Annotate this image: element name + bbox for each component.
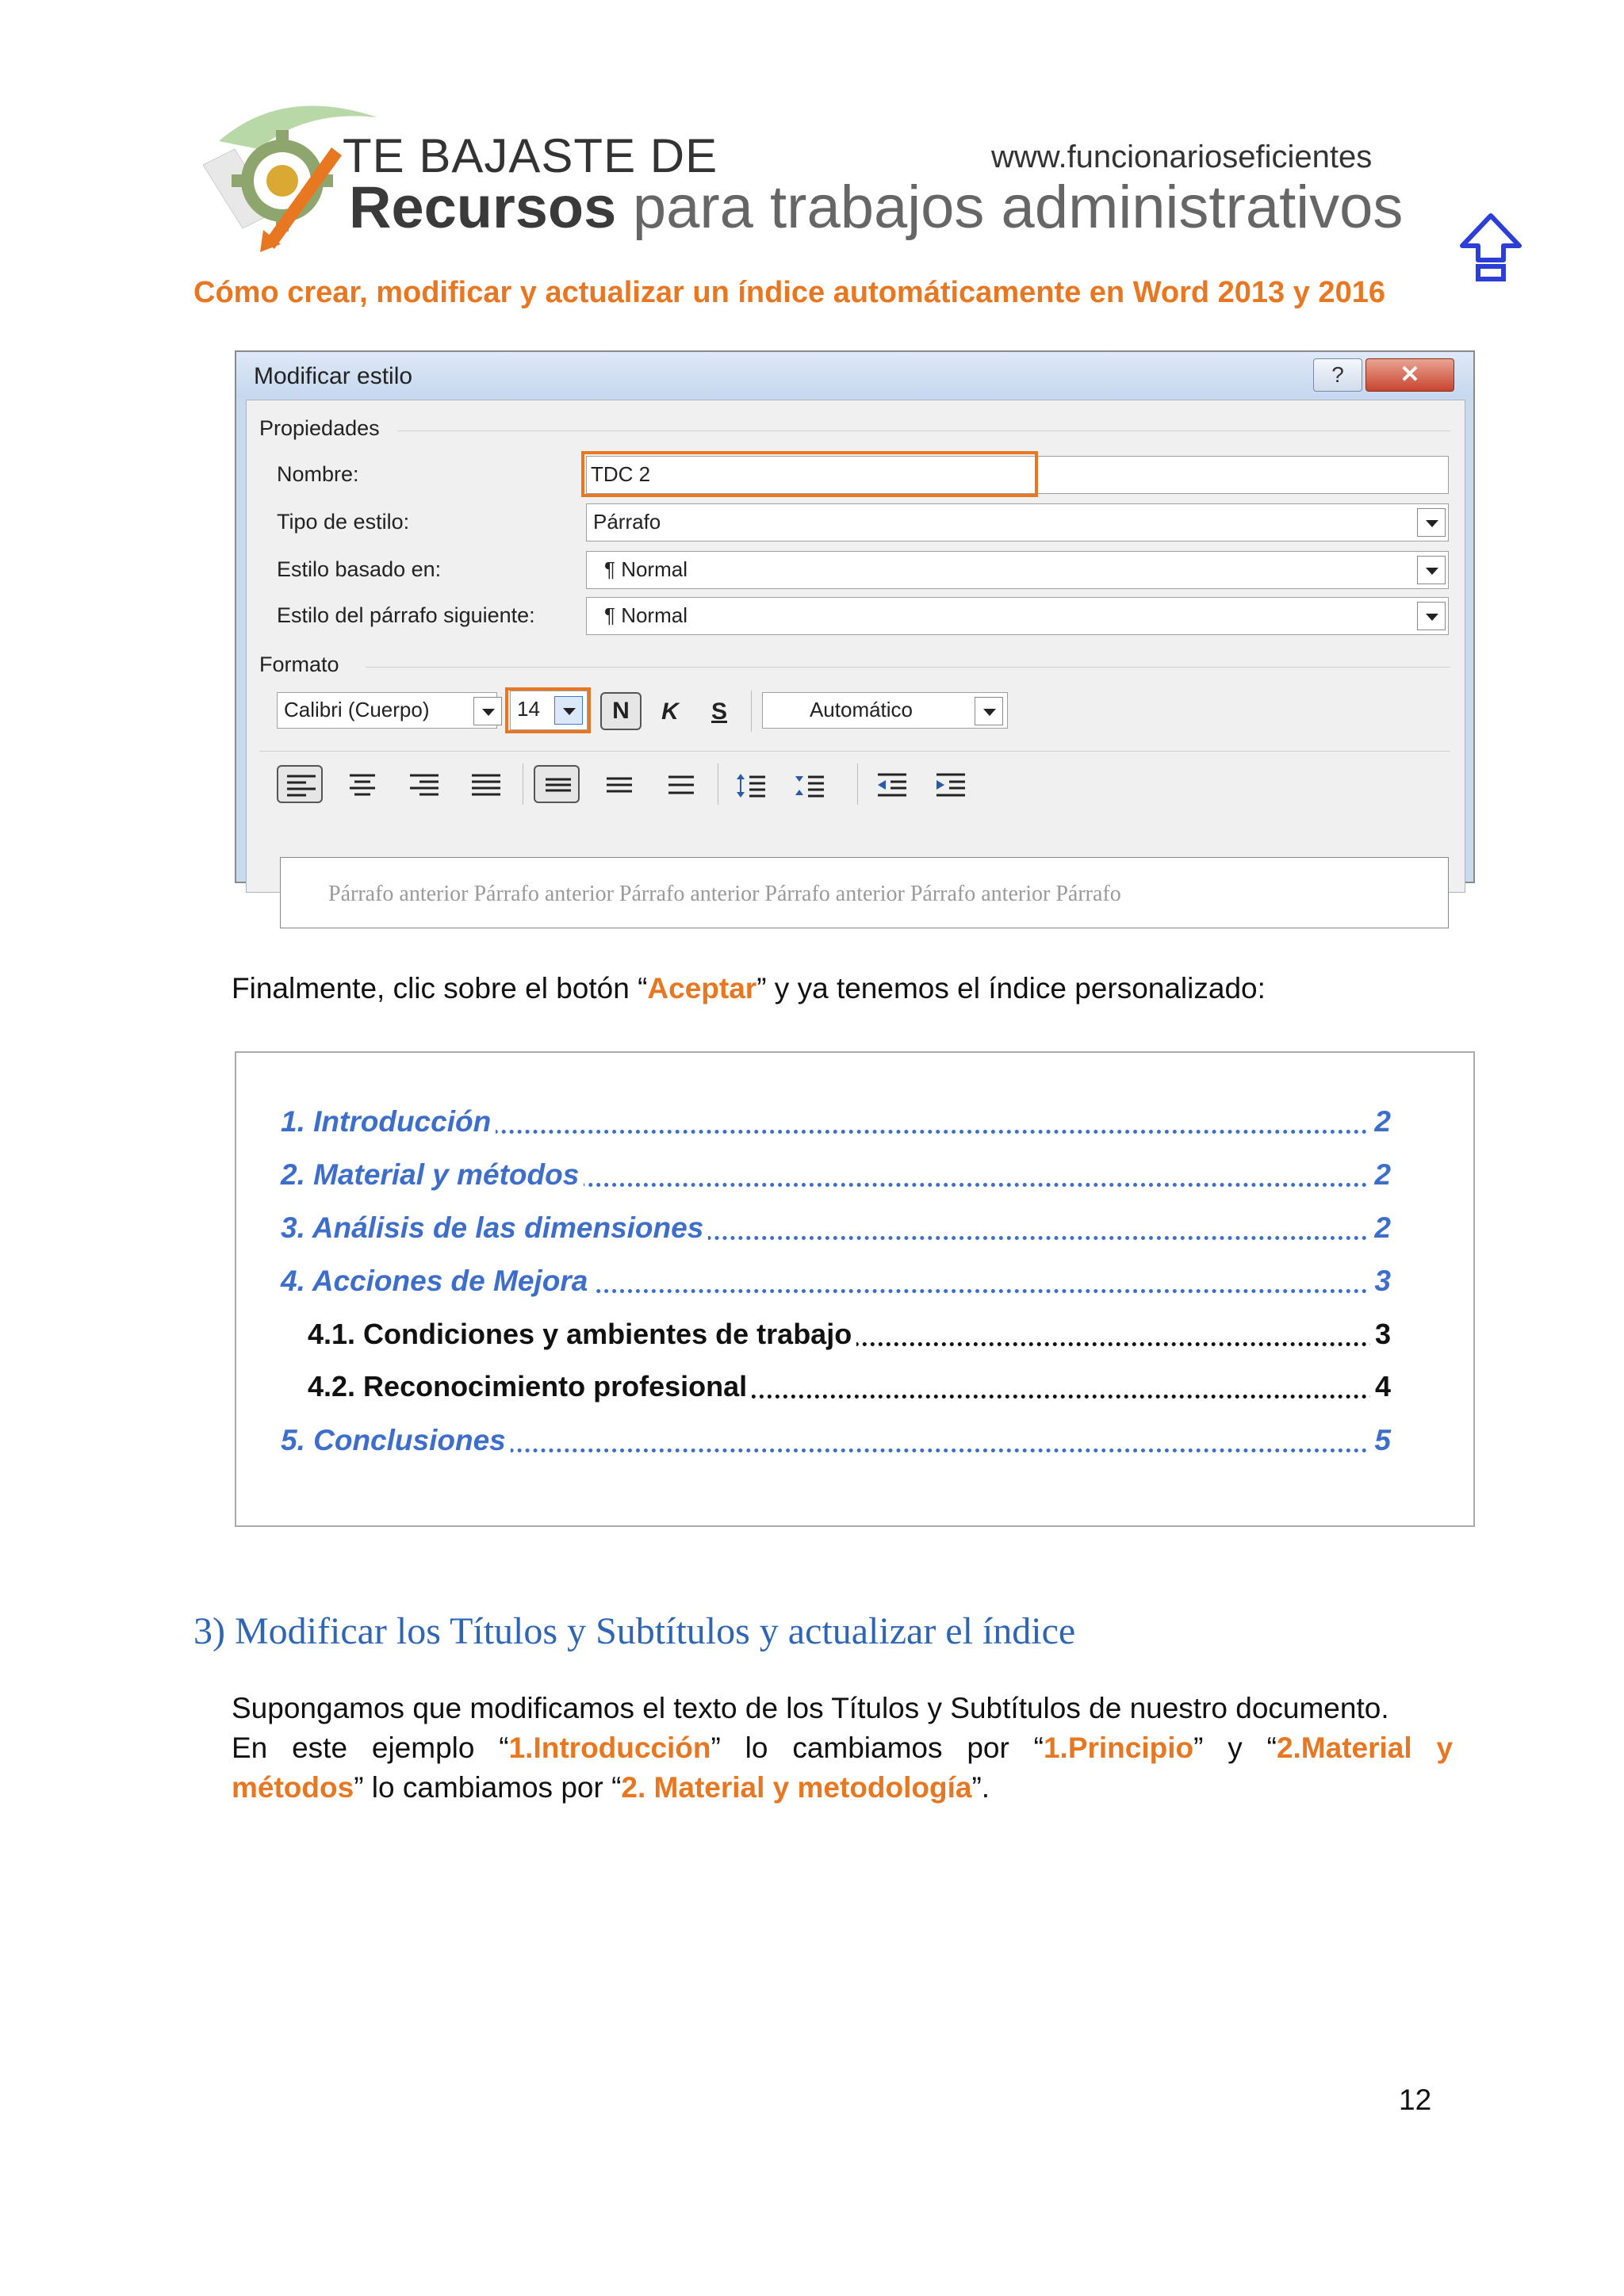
toc-entry-page: 2 bbox=[1369, 1158, 1391, 1192]
paragraph-text: Finalmente, clic sobre el botón “ bbox=[232, 972, 648, 1004]
one-half-spacing-button[interactable] bbox=[596, 765, 642, 803]
toc-entry-label: 4.1. Condiciones y ambientes de trabajo bbox=[308, 1318, 856, 1351]
paragraph-text: ” lo cambiamos por “ bbox=[354, 1771, 622, 1804]
logo-text-rest: para trabajos administrativos bbox=[632, 174, 1404, 241]
italic-button[interactable]: K bbox=[661, 698, 679, 725]
justify-icon bbox=[470, 772, 502, 798]
dialog-body bbox=[246, 400, 1465, 906]
toolbar-divider bbox=[259, 751, 1450, 752]
up-arrow-icon[interactable] bbox=[1457, 211, 1524, 284]
document-title: Cómo crear, modificar y actualizar un índice automáticamente en Word 2013 y 2016 bbox=[193, 276, 1385, 309]
paragraph-text: ” y “ bbox=[1193, 1732, 1277, 1764]
decrease-indent-button[interactable] bbox=[868, 765, 914, 803]
style-type-label: Tipo de estilo: bbox=[277, 510, 410, 534]
toc-entry-label: 4.2. Reconocimiento profesional bbox=[308, 1370, 752, 1403]
based-on-select[interactable]: ¶ Normal bbox=[586, 551, 1449, 589]
paragraph-text: ”. bbox=[971, 1771, 990, 1804]
toc-subentry[interactable] bbox=[308, 1318, 1391, 1356]
paragraph-text: ” lo cambiamos por “ bbox=[710, 1732, 1044, 1764]
font-select[interactable]: Calibri (Cuerpo) bbox=[277, 692, 497, 729]
table-of-contents-example bbox=[235, 1051, 1475, 1527]
toc-entry-label: 4. Acciones de Mejora bbox=[281, 1265, 592, 1298]
close-button[interactable]: ✕ bbox=[1365, 358, 1454, 392]
based-on-label: Estilo basado en: bbox=[277, 557, 442, 581]
chevron-down-icon[interactable] bbox=[1417, 602, 1446, 630]
modify-style-dialog bbox=[235, 350, 1475, 906]
double-spacing-button[interactable] bbox=[657, 765, 703, 803]
toc-entry[interactable] bbox=[281, 1158, 1391, 1196]
paragraph-text: ” y ya tenemos el índice personalizado: bbox=[756, 972, 1266, 1004]
justify-button[interactable] bbox=[462, 765, 508, 803]
toc-entry-label: 5. Conclusiones bbox=[281, 1424, 511, 1457]
dialog-title: Modificar estilo bbox=[254, 363, 413, 389]
highlight-text: 1.Introducción bbox=[508, 1732, 711, 1764]
toolbar-separator bbox=[857, 763, 858, 805]
align-right-icon bbox=[408, 772, 440, 798]
toc-subentry[interactable] bbox=[308, 1370, 1391, 1408]
logo-text-bold: Recursos bbox=[349, 174, 617, 240]
format-section-title: Formato bbox=[259, 652, 339, 676]
toc-entry[interactable] bbox=[281, 1265, 1391, 1303]
double-spacing-icon bbox=[665, 772, 697, 798]
highlight-text: métodos bbox=[232, 1771, 354, 1804]
site-url[interactable]: www.funcionarioseficientes bbox=[991, 140, 1373, 174]
spacing-after-icon bbox=[794, 772, 825, 799]
help-button[interactable]: ? bbox=[1313, 358, 1362, 392]
style-preview-pane bbox=[280, 857, 1449, 928]
single-spacing-button[interactable] bbox=[534, 765, 580, 803]
logo-text-line2 bbox=[349, 173, 1403, 242]
toc-entry[interactable] bbox=[281, 1105, 1391, 1143]
size-select[interactable]: 14 bbox=[510, 691, 588, 730]
next-style-label: Estilo del párrafo siguiente: bbox=[277, 603, 535, 627]
toc-entry-page: 3 bbox=[1369, 1265, 1391, 1298]
spacing-before-icon bbox=[735, 772, 767, 799]
highlight-text: 2. Material y metodología bbox=[621, 1771, 972, 1804]
highlight-text: 1.Principio bbox=[1043, 1732, 1194, 1764]
chevron-down-icon[interactable] bbox=[1417, 556, 1446, 584]
align-left-icon bbox=[285, 773, 317, 798]
toc-entry-page: 3 bbox=[1370, 1318, 1391, 1351]
underline-button[interactable]: S bbox=[710, 698, 727, 725]
align-right-button[interactable] bbox=[400, 765, 446, 803]
increase-spacing-before-button[interactable] bbox=[727, 765, 773, 803]
toc-entry[interactable] bbox=[281, 1424, 1391, 1462]
one-half-spacing-icon bbox=[603, 772, 635, 798]
paragraph-text: En este ejemplo “ bbox=[232, 1732, 509, 1764]
toc-entry-page: 2 bbox=[1369, 1105, 1391, 1138]
single-spacing-icon bbox=[542, 773, 574, 798]
align-center-button[interactable] bbox=[339, 765, 385, 803]
toc-entry-page: 5 bbox=[1369, 1424, 1391, 1457]
align-center-icon bbox=[347, 772, 378, 798]
align-left-button[interactable] bbox=[277, 765, 323, 803]
toc-entry-page: 2 bbox=[1369, 1211, 1391, 1245]
paragraph-line: Supongamos que modificamos el texto de los Títulos y Subtítulos de nuestro documento. bbox=[232, 1692, 1389, 1724]
properties-section-title: Propiedades bbox=[259, 416, 380, 440]
dialog-titlebar bbox=[236, 352, 1473, 398]
toc-entry-page: 4 bbox=[1370, 1370, 1391, 1403]
highlight-text: 2.Material y bbox=[1276, 1732, 1454, 1764]
next-style-select[interactable]: ¶ Normal bbox=[586, 597, 1449, 635]
bold-button[interactable]: N bbox=[600, 692, 642, 730]
chevron-down-icon[interactable] bbox=[1417, 508, 1446, 537]
name-label: Nombre: bbox=[277, 462, 359, 486]
decrease-indent-icon bbox=[876, 772, 908, 798]
color-select[interactable]: Automático bbox=[762, 692, 1008, 729]
logo-text-line1: TE BAJASTE DE bbox=[343, 129, 718, 182]
section-divider bbox=[366, 667, 1450, 668]
toc-entry-label: 3. Análisis de las dimensiones bbox=[281, 1211, 708, 1245]
decrease-spacing-before-button[interactable] bbox=[786, 765, 832, 803]
paragraph-line bbox=[232, 1732, 1453, 1765]
chevron-down-icon[interactable] bbox=[473, 697, 502, 725]
toc-entry[interactable] bbox=[281, 1211, 1391, 1249]
chevron-down-icon[interactable] bbox=[975, 697, 1003, 725]
highlight-text: Aceptar bbox=[647, 972, 757, 1004]
chevron-down-icon[interactable] bbox=[554, 696, 583, 725]
paragraph-accept bbox=[232, 972, 1266, 1005]
section-divider bbox=[397, 430, 1450, 431]
toc-entry-label: 2. Material y métodos bbox=[281, 1158, 584, 1192]
paragraph-line bbox=[232, 1771, 990, 1804]
toc-entry-label: 1. Introducción bbox=[281, 1105, 496, 1138]
name-input[interactable]: TDC 2 bbox=[581, 451, 1038, 497]
section-heading: 3) Modificar los Títulos y Subtítulos y actualizar el índice bbox=[193, 1610, 1076, 1652]
style-type-select[interactable]: Párrafo bbox=[586, 503, 1449, 541]
increase-indent-icon bbox=[935, 772, 967, 798]
toolbar-separator bbox=[751, 691, 752, 732]
page-number: 12 bbox=[1399, 2084, 1432, 2116]
preview-text: Párrafo anterior Párrafo anterior Párrafo anterior Párrafo anterior Párrafo anterior Párrafo bbox=[328, 882, 1121, 906]
increase-indent-button[interactable] bbox=[927, 765, 973, 803]
